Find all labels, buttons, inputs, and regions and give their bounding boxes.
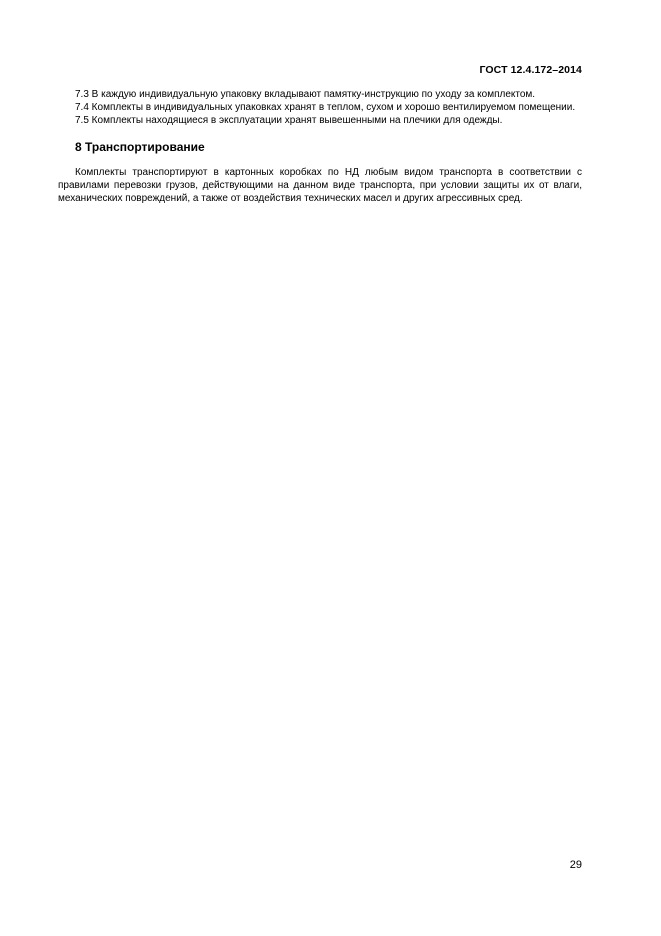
page-number: 29 — [569, 859, 582, 871]
paragraph-7-3: 7.3 В каждую индивидуальную упаковку вкладывают памятку-инструкцию по уходу за комплектом. — [75, 89, 536, 100]
paragraph-7-5: 7.5 Комплекты находящиеся в эксплуатации хранят вывешенными на плечики для одежды. — [75, 115, 503, 126]
section-8-body: Комплекты транспортируют в картонных коробках по НД любым видом транспорта в соответствии с правилами перевозки грузов, действующими на данном виде транспорта, при условии защиты их от влаги, механических повреждений, а также от воздействия технических масел и других агрессивных сред. — [58, 167, 582, 204]
section-8-title: 8 Транспортирование — [75, 140, 205, 154]
paragraph-7-4: 7.4 Комплекты в индивидуальных упаковках хранят в теплом, сухом и хорошо вентилируемом помещении. — [75, 102, 576, 113]
document-code: ГОСТ 12.4.172–2014 — [479, 64, 582, 76]
page-content — [58, 88, 582, 205]
